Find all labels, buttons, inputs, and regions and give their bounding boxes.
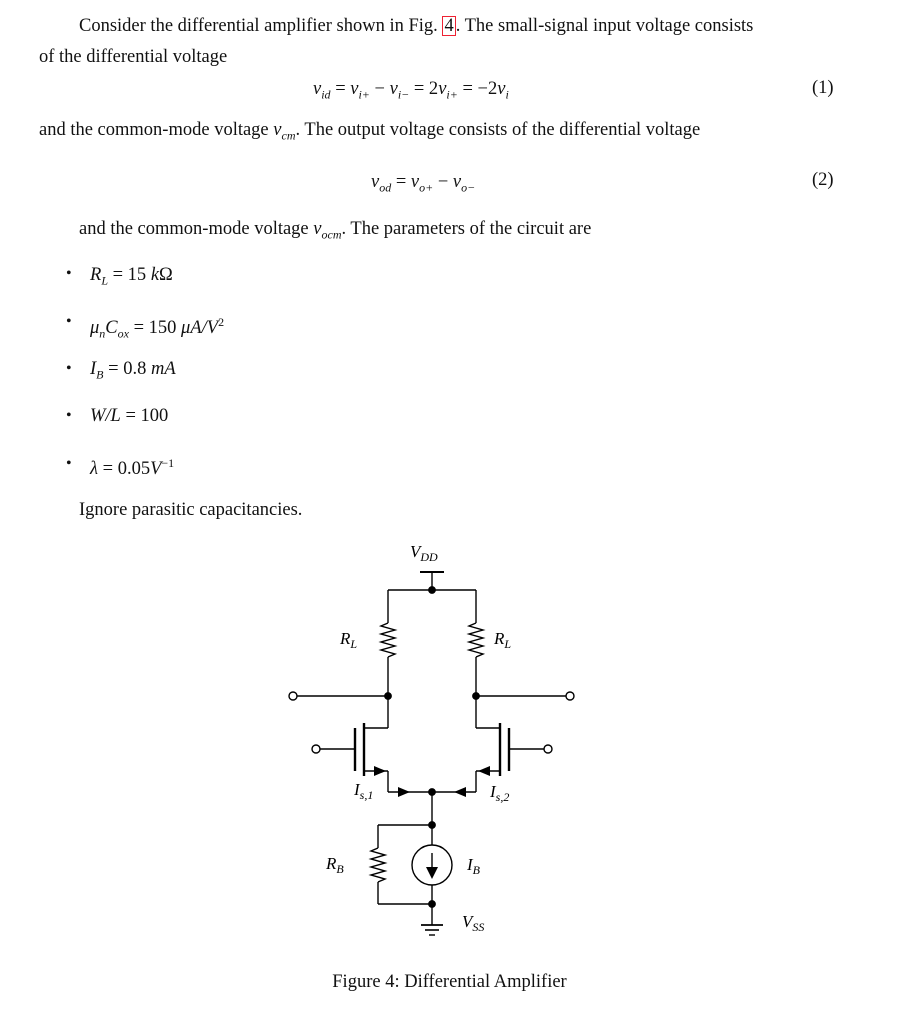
bullet: • [66, 455, 72, 472]
param-rl: $R_L = 15$ kΩ [90, 265, 173, 288]
param-mobility: $\mu_nC_{ox} = 150$ $\mu A/V^2$ [90, 315, 225, 341]
after-line [79, 218, 591, 246]
m2-source-arrow [478, 766, 490, 776]
tail-resistor-rb [371, 848, 385, 882]
param-wl: W/L = 100 [90, 406, 169, 426]
bullet: • [66, 360, 72, 377]
intro-line-2: of the differential voltage [39, 47, 228, 67]
equation-2 [371, 171, 475, 199]
intro-line-1 [79, 15, 753, 37]
right-output-terminal [566, 692, 574, 700]
rl-left-label: $R_L$ [340, 629, 358, 651]
m1-source-arrow [374, 766, 386, 776]
differential-amplifier-circuit [280, 535, 590, 955]
eq2-expression: $v_{od} = v_{o+} - v_{o-}$ [371, 172, 476, 195]
ib-label: $I_B$ [467, 855, 481, 877]
figure-reference-link[interactable]: 4 [444, 16, 454, 36]
is1-arrow [398, 787, 410, 797]
after-text: and the common-mode voltage [79, 219, 314, 239]
between-text-cont: . The output voltage consists of the differential voltage [295, 120, 701, 140]
equation-2-number: (2) [812, 170, 834, 190]
figure-caption: Figure 4: Differential Amplifier [332, 972, 567, 992]
vcm-symbol: $v_{cm}$ [273, 120, 296, 143]
rb-label: $R_B$ [326, 854, 344, 876]
is2-label: $I_{s,2}$ [490, 782, 510, 804]
intro-text: Consider the differential amplifier shown in Fig. [79, 16, 443, 36]
param-ib: $I_B = 0.8$ mA [90, 359, 176, 382]
eq1-expression: $v_{id} = v_{i+} - v_{i-} = 2v_{i+} = -2v_i$ [313, 79, 509, 102]
between-text: and the common-mode voltage [39, 120, 274, 140]
bullet: • [66, 407, 72, 424]
equation-1-number: (1) [812, 78, 834, 98]
note-text: Ignore parasitic capacitancies. [79, 500, 303, 520]
bullet: • [66, 313, 72, 330]
left-output-terminal [289, 692, 297, 700]
left-load-resistor [381, 623, 395, 657]
vocm-symbol: $v_{ocm}$ [313, 219, 342, 242]
left-input-terminal [312, 745, 320, 753]
bullet: • [66, 265, 72, 282]
vdd-label: $V_{DD}$ [410, 542, 438, 564]
rl-right-label: $R_L$ [494, 629, 512, 651]
param-lambda: $\lambda = 0.05V^{-1}$ [90, 456, 175, 480]
after-text-cont: . The parameters of the circuit are [341, 219, 592, 239]
right-input-terminal [544, 745, 552, 753]
is1-label: $I_{s,1}$ [354, 780, 374, 802]
current-source-arrow-icon [426, 867, 438, 879]
equation-1 [313, 78, 509, 106]
right-load-resistor [469, 623, 483, 657]
intro-text-cont: . The small-signal input voltage consists [455, 16, 754, 36]
vss-label: $V_{SS}$ [462, 912, 485, 934]
between-line [39, 119, 700, 147]
is2-arrow [454, 787, 466, 797]
